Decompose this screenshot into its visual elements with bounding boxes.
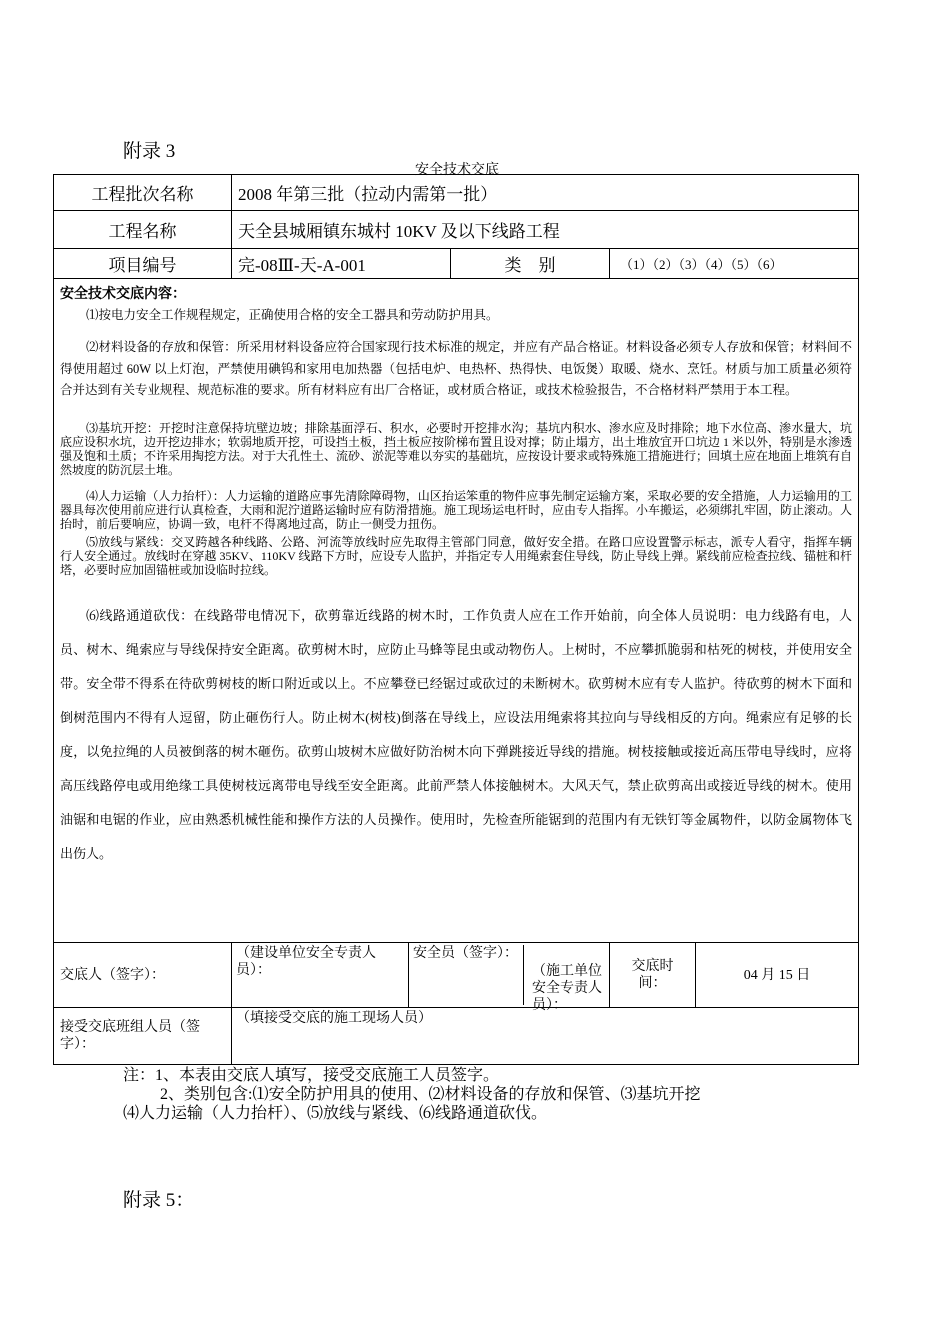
appendix-5-label: 附录 5： [123, 1190, 195, 1211]
receivers-hint: （填接受交底的施工现场人员） [232, 1008, 859, 1065]
row-sign [54, 943, 859, 1008]
code-label: 项目编号 [54, 249, 232, 279]
row-code [54, 249, 859, 279]
category-label: 类 别 [451, 249, 610, 279]
document-title: 安全技术交底 [415, 163, 499, 178]
row-receivers [54, 1008, 859, 1065]
project-value: 天全县城厢镇东城村 10KV 及以下线路工程 [232, 211, 859, 249]
discloser-signature: 交底人（签字）： [54, 943, 232, 1008]
note-line-2: 2、类别包含:⑴安全防护用具的使用、⑵材料设备的存放和保管、⑶基坑开挖 [160, 1086, 701, 1103]
row-content [54, 279, 859, 943]
content-paragraph-6: ⑹线路通道砍伐：在线路带电情况下，砍剪靠近线路的树木时，工作负责人应在工作开始前，向全体人员说明：电力线路有电，人员、树木、绳索应与导线保持安全距离。砍剪树木时，应防止马蜂等昆虫或动物伤人。上树时，不应攀抓脆弱和枯死的树枝，并使用安全带。安全带不得系在待砍剪树枝的断口附近或以上。不应攀登已经锯过或砍过的未断树木。砍剪树木应有专人监护。待砍剪的树木下面和倒树范围内不得有人逗留，防止砸伤行人。防止树木(树枝)倒落在导线上，应设法用绳索将其拉向与导线相反的方向。绳索应有足够的长度，以免拉绳的人员被倒落的树木砸伤。砍剪山坡树木应做好防治树木向下弹跳接近导线的措施。树枝接触或接近高压带电导线时，应将高压线路停电或用绝缘工具使树枝远离带电导线至安全距离。此前严禁人体接触树木。大风天气，禁止砍剪高出或接近导线的树木。使用油锯和电锯的作业，应由熟悉机械性能和操作方法的人员操作。使用时，先检查所能锯到的范围内有无铁钉等金属物件，以防金属物体飞出伤人。 [60, 608, 852, 861]
row-batch [54, 175, 859, 211]
content-paragraph-5: ⑸放线与紧线：交叉跨越各种线路、公路、河流等放线时应先取得主管部门同意，做好安全措。在路口应设置警示标志，派专人看守，指挥车辆行人安全通过。放线时在穿越 35KV、110KV 线路下方时，应设专人监护，并指定专人用绳索套住导线，防止导线上弹。紧线前应检查拉线、锚桩和杆塔，必要时应加固锚桩或加设临时拉线。 [60, 535, 852, 577]
category-value: （1）（2）（3）（4）（5）（6） [610, 249, 859, 279]
content-cell [54, 279, 859, 943]
content-paragraph-1: ⑴按电力安全工作规程规定，正确使用合格的安全工器具和劳动防护用具。 [86, 308, 499, 322]
content-paragraph-4: ⑷人力运输（人力抬杆）：人力运输的道路应事先清除障碍物，山区抬运笨重的物件应事先制定运输方案，采取必要的安全措施，人力运输用的工器具每次使用前应进行认真检查，大雨和泥泞道路运输时应有防滑措施。施工现场运电杆时，应由专人指挥。小车搬运，必须绑扎牢固，防止滚动。人抬时，前后要响应，协调一致，电杆不得离地过高，防止一侧受力扭伤。 [60, 489, 853, 531]
appendix-3-label: 附录 3 [123, 141, 176, 162]
safety-officer-signature [409, 943, 610, 1013]
content-paragraph-3: ⑶基坑开挖：开挖时注意保持坑壁边坡；排除基面浮石、积水，必要时开挖排水沟；基坑内积水、渗水应及时排除；地下水位高、渗水量大，坑底应设积水坑，边开挖边排水；软弱地质开挖，可设挡土板，挡土板应按阶梯布置且设对撑；防止塌方，出土堆放宜开口坑边 1 米以外，特别是水渗透强及饱和土质；不许采用掏挖方法。对于大孔性土、流砂、淤泥等难以夯实的基础坑，应按设计要求或特殊施工措施进行；回填土应在地面上堆筑有自然坡度的防沉层土堆。 [60, 421, 853, 477]
disclosure-date: 04 月 15 日 [696, 943, 859, 1008]
safety-officer-label: 安全员（签字）： [413, 945, 524, 1005]
content-heading: 安全技术交底内容： [60, 285, 186, 301]
builder-safety-officer: （建设单位安全专责人员）： [232, 943, 409, 1008]
note-line-1: 注：1、本表由交底人填写，接受交底施工人员签字。 [123, 1067, 500, 1084]
project-label: 工程名称 [54, 211, 232, 249]
row-project [54, 211, 859, 249]
batch-value: 2008 年第三批（拉动内需第一批） [232, 175, 859, 211]
receivers-signature-label: 接受交底班组人员（签字）： [54, 1008, 232, 1065]
content-paragraph-2: ⑵材料设备的存放和保管：所采用材料设备应符合国家现行技术标准的规定，并应有产品合格证。材料设备必须专人存放和保管；材料间不得使用超过 60W 以上灯泡，严禁使用碘钨和家用电加热器（包括电炉、电热杯、热得快、电饭煲）取暖、烧水、烹饪。材质与加工质量必须符合并达到有关专业规程、规范标准的要求。所有材料应有出厂合格证，或材质合格证，或技术检验报告，不合格材料严禁用于本工程。 [60, 340, 852, 397]
code-value: 完-08Ⅲ-天-A-001 [232, 249, 451, 279]
batch-label: 工程批次名称 [54, 175, 232, 211]
safety-disclosure-table [53, 174, 859, 1065]
disclosure-time-label: 交底时间： [610, 943, 696, 1008]
contractor-safety-officer: （施工单位安全专责人员）： [532, 964, 602, 1013]
note-line-3: ⑷人力运输（人力抬杆）、⑸放线与紧线、⑹线路通道砍伐。 [123, 1105, 548, 1122]
